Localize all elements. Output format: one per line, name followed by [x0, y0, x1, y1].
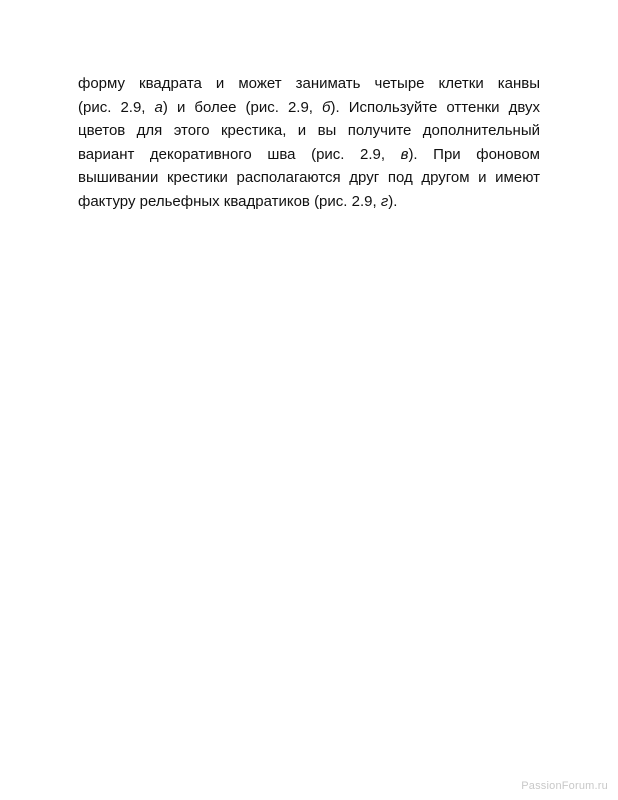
text-line-3 [78, 119, 540, 143]
text-line-1 [78, 72, 540, 96]
figure-letter-b: б [322, 98, 331, 116]
figure-letter-v: в [400, 145, 409, 163]
text-run: ). Используйте оттенки двух [330, 98, 541, 116]
text-line-4 [78, 143, 540, 167]
figure-letter-a: а [154, 98, 163, 116]
text-line-5 [78, 166, 540, 190]
text-run: цветов для этого крестика, и вы получите дополнительный [78, 122, 540, 140]
watermark: PassionForum.ru [521, 780, 608, 792]
text-run: фактуру рельефных квадратиков (рис. 2.9, [78, 192, 381, 210]
text-run: ). При фоновом [408, 145, 540, 163]
figure-letter-g: г [380, 192, 389, 210]
body-paragraph [78, 72, 540, 214]
text-run: (рис. 2.9, [78, 98, 155, 116]
text-line-2 [78, 96, 540, 120]
text-run: ) и более (рис. 2.9, [162, 98, 323, 116]
text-run: ). [388, 192, 398, 210]
text-run: вариант декоративного шва (рис. 2.9, [78, 145, 401, 163]
text-line-6 [78, 190, 540, 214]
text-run: форму квадрата и может занимать четыре клетки канвы [78, 75, 540, 92]
text-run: вышивании крестики располагаются друг под другом и имеют [78, 169, 540, 187]
